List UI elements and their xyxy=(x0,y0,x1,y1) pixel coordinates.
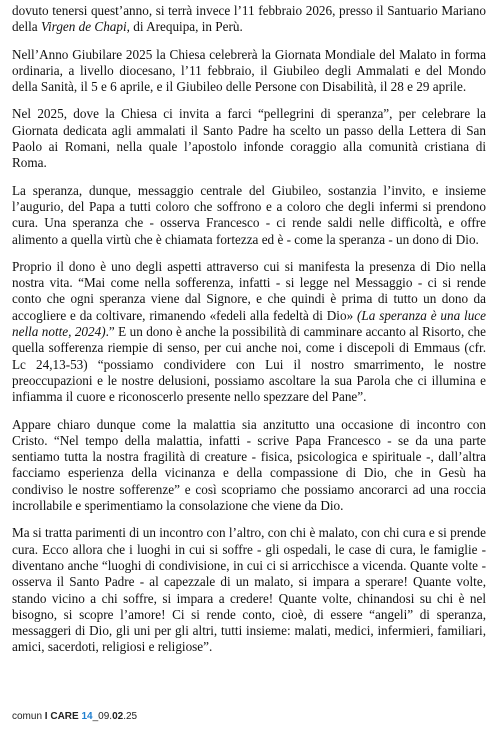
footer-prefix: comun xyxy=(12,711,45,722)
paragraph xyxy=(12,525,486,655)
text-run: Proprio il dono è uno degli aspetti attraverso cui si manifesta la presenza di Dio nella nostra vita. “Mai come nella sofferenza, infatti - si legge nel Messaggio - ci si rende conto che ogni speranza viene dal Signore, e che quindi è prima di tutto un dono da accogliere e da coltivare, rimanendo «fedeli alla fedeltà di Dio» xyxy=(12,258,486,323)
footer-brand-i: I xyxy=(44,711,48,722)
text-run: , di Arequipa, in Perù. xyxy=(126,19,243,35)
footer-issue-number: 14 xyxy=(81,711,93,722)
paragraph xyxy=(12,47,486,96)
italic-text-run: (La speranza è una luce nella notte, 2024) xyxy=(12,307,487,340)
paragraph xyxy=(12,106,486,171)
text-run: Appare chiaro dunque come la malattia sia anzitutto una occasione di incontro con Cristo. “Nel tempo della malattia, infatti - scrive Papa Francesco - se da una parte sentiamo tutta la nostra fragilità di creature - fisica, psicologica e spirituale -, dall’altra facciamo esperienza della vicinanza e della compassione di Dio, che in Gesù ha condiviso le nostre sofferenze” e così scopriamo che possiamo ancorarci ad una roccia incrollabile e sperimentiamo la consolazione che viene da Dio. xyxy=(12,416,486,514)
paragraph xyxy=(12,183,486,248)
text-run: Nell’Anno Giubilare 2025 la Chiesa celebrerà la Giornata Mondiale del Malato in forma ordinaria, a livello diocesano, l’11 febbraio, il Giubileo degli Ammalati e del Mondo della Sanità, il 5 e 6 aprile, e il Giubileo delle Persone con Disabilità, il 28 e 29 aprile. xyxy=(12,46,486,95)
footer-date-month: 02 xyxy=(112,711,124,722)
paragraph xyxy=(12,3,486,36)
text-run: Ma si tratta parimenti di un incontro con l’altro, con chi è malato, con chi cura e si prende cura. Ecco allora che i luoghi in cui si soffre - gli ospedali, le case di cura, le famiglie - diventano anche “luoghi di condivisione, in cui ci si arricchisce a vicenda. Quante volte - osserva il Santo Padre - al capezzale di un malato, si impara a sperare! Quante volte, stando vicino a chi soffre, si impara a credere! Quante volte, chinandosi su chi è nel bisogno, si scopre l’amore! Ci si rende conto, cioè, di essere “angeli” di speranza, messaggeri di Dio, gli uni per gli altri, tutti insieme: malati, medici, infermieri, familiari, amici, sacerdoti, religiosi e religiose”. xyxy=(12,525,486,655)
footer-date-year: .25 xyxy=(123,711,138,722)
text-run: Nel 2025, dove la Chiesa ci invita a farci “pellegrini di speranza”, per celebrare la Giornata dedicata agli ammalati il Santo Padre ha scelto un passo della Lettera di San Paolo ai Romani, nella quale l’apostolo infonde coraggio alla comunità cristiana di Roma. xyxy=(12,106,486,171)
text-run: dovuto tenersi quest’anno, si terrà invece l’11 febbraio 2026, presso il Santuario Mariano della xyxy=(12,3,486,35)
text-run: .” E un dono è anche la possibilità di camminare accanto al Risorto, che quella sofferenza riempie di senso, per cui anche noi, come i discepoli di Emmaus (cfr. Lc 24,13-53) “possiamo condividere con Lui il nostro smarrimento, le nostre preoccupazioni e le nostre delusioni, possiamo ascoltare la sua Parola che ci illumina e infiamma il cuore e riconoscerlo presente nello spezzare del Pane”. xyxy=(12,324,486,405)
footer-date-day: _09. xyxy=(92,711,113,722)
italic-text-run: Virgen de Chapi xyxy=(40,19,127,35)
text-run: La speranza, dunque, messaggio centrale del Giubileo, sostanzia l’invito, e insieme l’augurio, del Papa a tutti coloro che soffrono e a coloro che degli infermi si prendono cura. Una speranza che - osserva Francesco - ci rende saldi nelle difficoltà, e offre alimento a quella virtù che è chiamata fortezza ed è - come la speranza - un dono di Dio. xyxy=(12,182,486,247)
paragraph xyxy=(12,259,486,406)
footer-brand-care: CARE xyxy=(47,711,82,722)
article-body xyxy=(12,3,486,667)
page-footer xyxy=(12,711,137,723)
paragraph xyxy=(12,417,486,515)
